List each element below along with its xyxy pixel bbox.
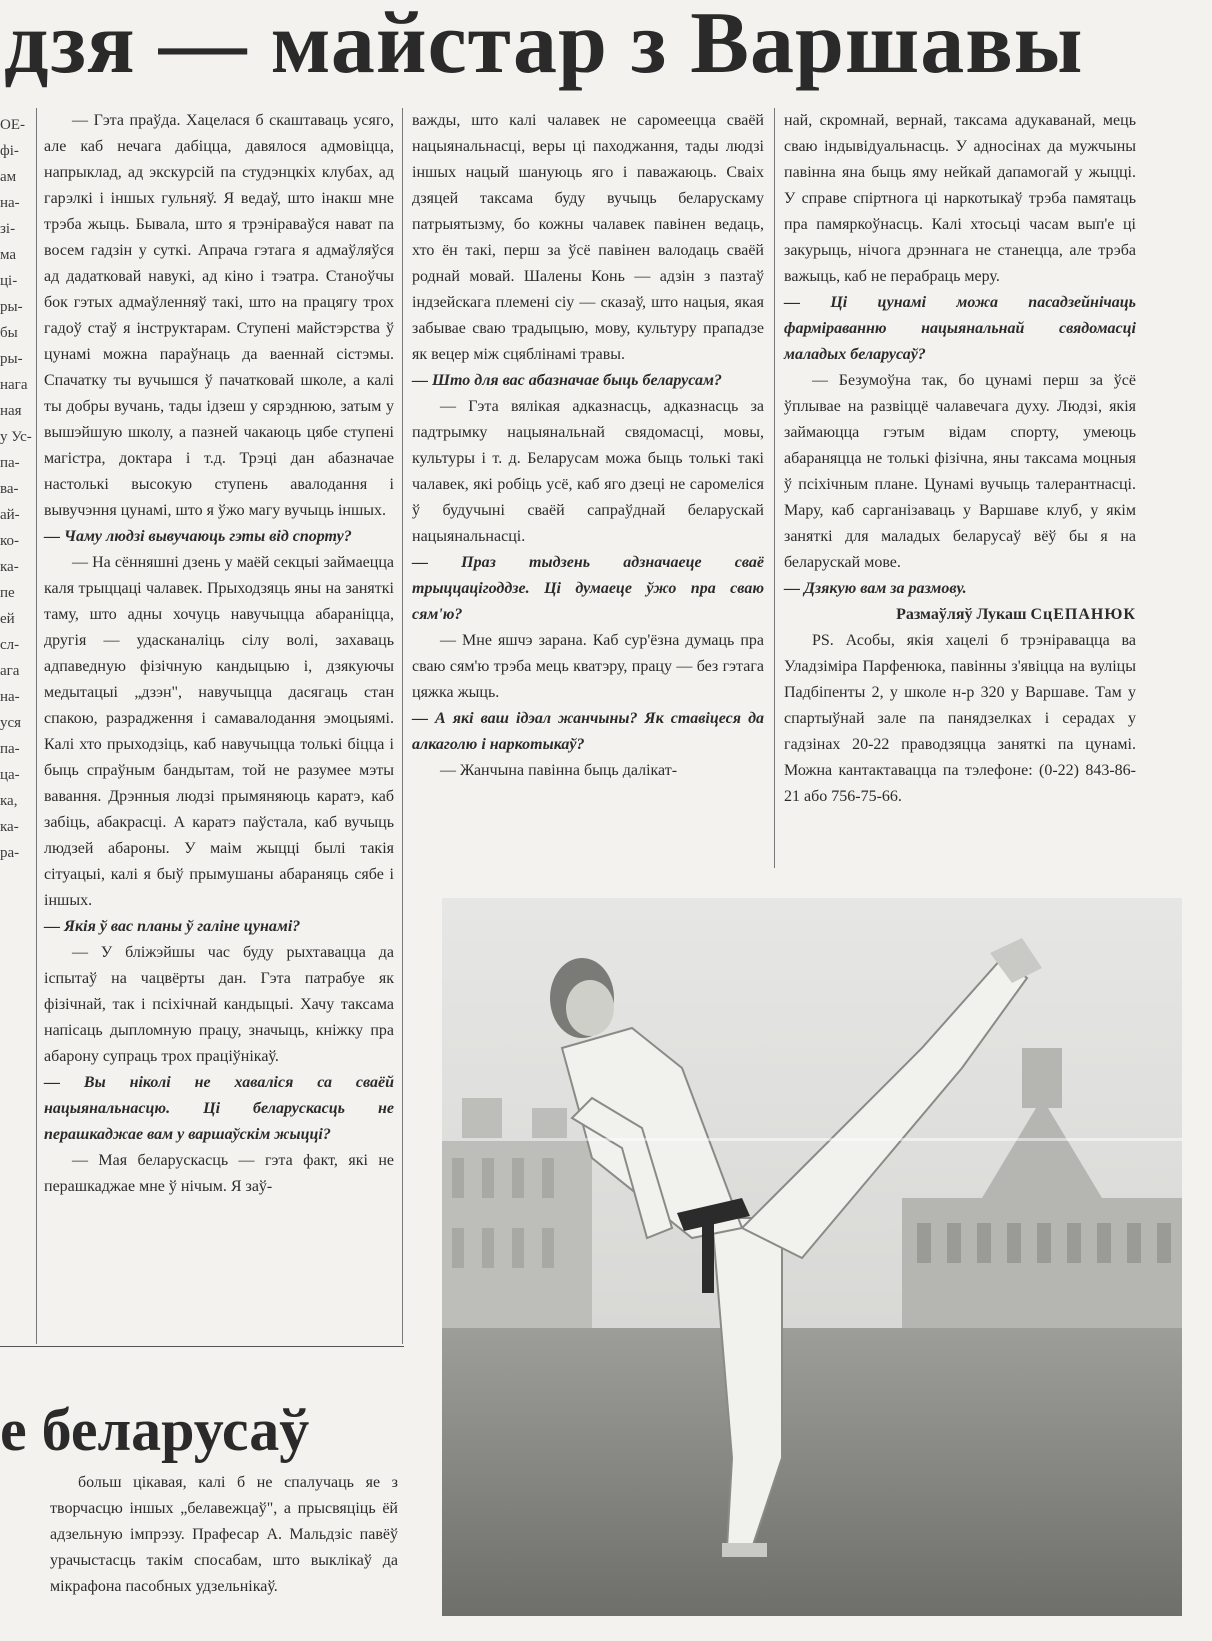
edge-fragment: ці- bbox=[0, 273, 18, 289]
column-rule-1 bbox=[402, 108, 403, 1344]
article-column-2 bbox=[412, 108, 764, 868]
edge-fragment: зі- bbox=[0, 221, 16, 237]
edge-fragment: уся bbox=[0, 715, 22, 731]
interview-question: — Вы ніколі не хаваліся са сваёй нацыянальнасцю. Ці беларускасць не перашкаджае вам у варшаўскім жыцці? bbox=[44, 1074, 394, 1143]
article-column-3 bbox=[784, 108, 1136, 868]
edge-fragment: сл- bbox=[0, 637, 20, 653]
edge-fragment: ка, bbox=[0, 793, 18, 809]
interview-question: — Якія ў вас планы ў галіне цунамі? bbox=[44, 918, 301, 935]
article-column-1 bbox=[44, 108, 394, 1344]
edge-fragment: ва- bbox=[0, 481, 19, 497]
paragraph: — У бліжэйшы час буду рыхтавацца да іспытаў на чацвёрты дан. Гэта патрабуе як фізічнай, так і псіхічнай кандыцыі. Хачу таксама напісаць дыпломную працу, значыць, кніжку пра абарону супраць трох праціўнікаў. bbox=[44, 944, 394, 1065]
edge-fragment: ра- bbox=[0, 845, 20, 861]
column-rule-2 bbox=[774, 108, 775, 868]
karate-photo bbox=[442, 898, 1182, 1616]
paragraph: — На сённяшні дзень у маёй секцыі займаецца каля трыццаці чалавек. Прыходзяць яны на заняткі таму, што адны хочуць навучыцца абараніцца, другія — удасканаліць сілу волі, захаваць адпаведную фізічную кандыцыю і, дзякуючы медытацыі „дзэн", навучыцца дасягаць стан спакою, разрадження і самавалодання эмоцыямі. Калі хто прыходзіць, каб навучыцца толькі біцца і быць спраўным бандытам, той не разумее мэты вавання. Дрэнныя людзі прымяняюць каратэ, каб забіць, абакрасці. А каратэ паўстала, каб вучыць людзей абароны. У маім жыцці былі такія сітуацыі, калі я быў прымушаны абараняць сябе і іншых. bbox=[44, 554, 394, 909]
edge-fragment: ца- bbox=[0, 767, 20, 783]
interview-question: — Што для вас абазначае быць беларусам? bbox=[412, 372, 722, 389]
interview-question: — Дзякую вам за размову. bbox=[784, 580, 967, 597]
interview-question: — Чаму людзі вывучаюць гэты від спорту? bbox=[44, 528, 352, 545]
interview-question: — Праз тыдзень адзначаеце сваё трыццацігоддзе. Ці думаеце ўжо пра сваю сям'ю? bbox=[412, 554, 764, 623]
interview-question: — А які ваш ідэал жанчыны? Як ставіцеся да алкаголю і наркотыкаў? bbox=[412, 710, 764, 753]
section-rule bbox=[0, 1346, 404, 1347]
paragraph: най, скромнай, вернай, таксама адукаванай, мець сваю індывідуальнасць. У адносінах да мужчыны павінна яна быць яму нейкай дапамогай у жыцці. У справе спіртнога ці наркотыкаў трэба памятаць пра памяркоўнасць. Калі хтосьці часам вып'е ці закурыць, нічога дрэннага не станецца, але трэба важыць, каб не перабраць меру. bbox=[784, 112, 1136, 285]
ps-note: PS. Асобы, якія хацелі б трэніравацца ва Уладзіміра Парфенюка, павінны з'явіцца на вуліцы Падбіпенты 2, у школе н-р 320 у Варшаве. Там у спартыўнай зале па панядзелках і серадах у гадзінах 20-22 праводзяцца заняткі па цунамі. Можна кантактавацца па тэлефоне: (0-22) 843-86-21 або 756-75-66. bbox=[784, 632, 1136, 805]
edge-fragment: фі- bbox=[0, 143, 19, 159]
edge-fragment: ОЕ- bbox=[0, 117, 25, 133]
headline: дзя — майстар з Варшавы bbox=[4, 0, 1084, 92]
edge-fragment: ай- bbox=[0, 507, 20, 523]
edge-fragment: ка- bbox=[0, 559, 19, 575]
paragraph: — Мне яшчэ зарана. Каб сур'ёзна думаць пра сваю сям'ю трэба мець кватэру, працу — без гэтага цяжка жыць. bbox=[412, 632, 764, 701]
edge-fragment: ко- bbox=[0, 533, 20, 549]
edge-fragment: бы bbox=[0, 325, 18, 341]
edge-fragment: пе bbox=[0, 585, 15, 601]
edge-fragment: па- bbox=[0, 455, 20, 471]
edge-fragment: ей bbox=[0, 611, 15, 627]
edge-fragment: нага bbox=[0, 377, 28, 393]
paragraph: важды, што калі чалавек не саромеецца сваёй нацыянальнасці, веры ці паходжання, тады людзі іншых нацый шануюць яго і паважаюць. Сваіх дзяцей таксама буду вучыць беларускаму патрыятызму, бо кожны чалавек павінен ведаць, хто ён такі, перш за ўсё павінен валодаць сваёй роднай мовай. Шалены Конь — адзін з пазтаў індзейскага племені сіу — сказаў, што нацыя, якая забывае сваю традыцыю, мову, культуру прападзе як вецер між сцяблінамі травы. bbox=[412, 112, 764, 363]
interview-question: — Ці цунамі можа пасадзейнічаць фарміраванню нацыянальнай свядомасці маладых беларусаў? bbox=[784, 294, 1136, 363]
bottom-article-text: больш цікавая, калі б не спалучаць яе з творчасцю іншых „белавежцаў", а прысвяціць ёй адзельную імпрэзу. Прафесар А. Мальдзіс павёў урачыстасць такім спосабам, што выклікаў да мікрафона пасобных удзельнікаў. bbox=[50, 1474, 398, 1595]
left-edge-fragments bbox=[0, 112, 32, 1342]
paragraph: — Жанчына павінна быць далікат- bbox=[440, 762, 678, 779]
edge-fragment: у Ус- bbox=[0, 429, 32, 445]
paragraph: — Гэта вялікая адказнасць, адказнасць за падтрымку нацыянальнай свядомасці, мовы, культуры і т. д. Беларусам можа быць толькі такі чалавек, які робіць усё, каб яго дзеці не саромеліся ў будучыні сваёй сапраўднай беларускай нацыянальнасці. bbox=[412, 398, 764, 545]
edge-fragment: ма bbox=[0, 247, 17, 263]
paragraph: — Мая беларускасць — гэта факт, які не перашкаджае мне ў нічым. Я заў- bbox=[44, 1152, 394, 1195]
edge-fragment: ная bbox=[0, 403, 22, 419]
edge-fragment: на- bbox=[0, 195, 20, 211]
edge-fragment: ры- bbox=[0, 351, 23, 367]
paragraph: — Гэта праўда. Хацелася б скаштаваць усяго, але каб нечага дабіцца, давялося адмовіцца, напрыклад, ад экскурсій па студэнцкіх клубах, ад гарэлкі і іншых гульняў. Я ведаў, што інакш мне трэба жыць. Бывала, што я трэніраваўся нават па восем гадзін у суткі. Апрача гэтага я адмаўляўся ад дадатковай навукі, ад кіно і тэатра. Станоўчы бок гэтых адмаўленняў такі, што на працягу трох гадоў стаў я інструктарам. Ступені майстэрства ў цунамі можна параўнаць да ваеннай сістэмы. Спачатку ты вучышся ў пачатковай школе, а калі ты добры вучань, тады ідзеш у сярэднюю, затым у вышэйшую школу, а пазней чакаюць цябе ступені магістра, доктара і т.д. Трэці дан абазначае настолькі высокую ступень авалодання і вывучэння цунамі, што я ўжо магу вучыць іншых. bbox=[44, 112, 394, 519]
paragraph: — Безумоўна так, бо цунамі перш за ўсё ўплывае на развіццё чалавечага духу. Людзі, якія займаюцца гэтым відам спорту, умеюць абараняцца не толькі фізічна, яны таксама моцныя ў псіхічным плане. Цунамі вучыць талерантнасці. Мару, каб сарганізаваць у Варшаве клуб, у якім заняткі для маладых беларусаў вёў бы я на беларускай мове. bbox=[784, 372, 1136, 571]
bottom-article-column bbox=[50, 1470, 398, 1641]
edge-fragment: ка- bbox=[0, 819, 19, 835]
sub-headline: е беларусаў bbox=[0, 1397, 310, 1463]
column-rule-left bbox=[36, 108, 37, 1344]
karate-kick-image bbox=[442, 898, 1182, 1616]
edge-fragment: па- bbox=[0, 741, 20, 757]
signature: Размаўляў Лукаш СцЕПАНЮК bbox=[896, 606, 1136, 623]
edge-fragment: ры- bbox=[0, 299, 23, 315]
edge-fragment: на- bbox=[0, 689, 20, 705]
edge-fragment: ага bbox=[0, 663, 20, 679]
edge-fragment: ам bbox=[0, 169, 17, 185]
